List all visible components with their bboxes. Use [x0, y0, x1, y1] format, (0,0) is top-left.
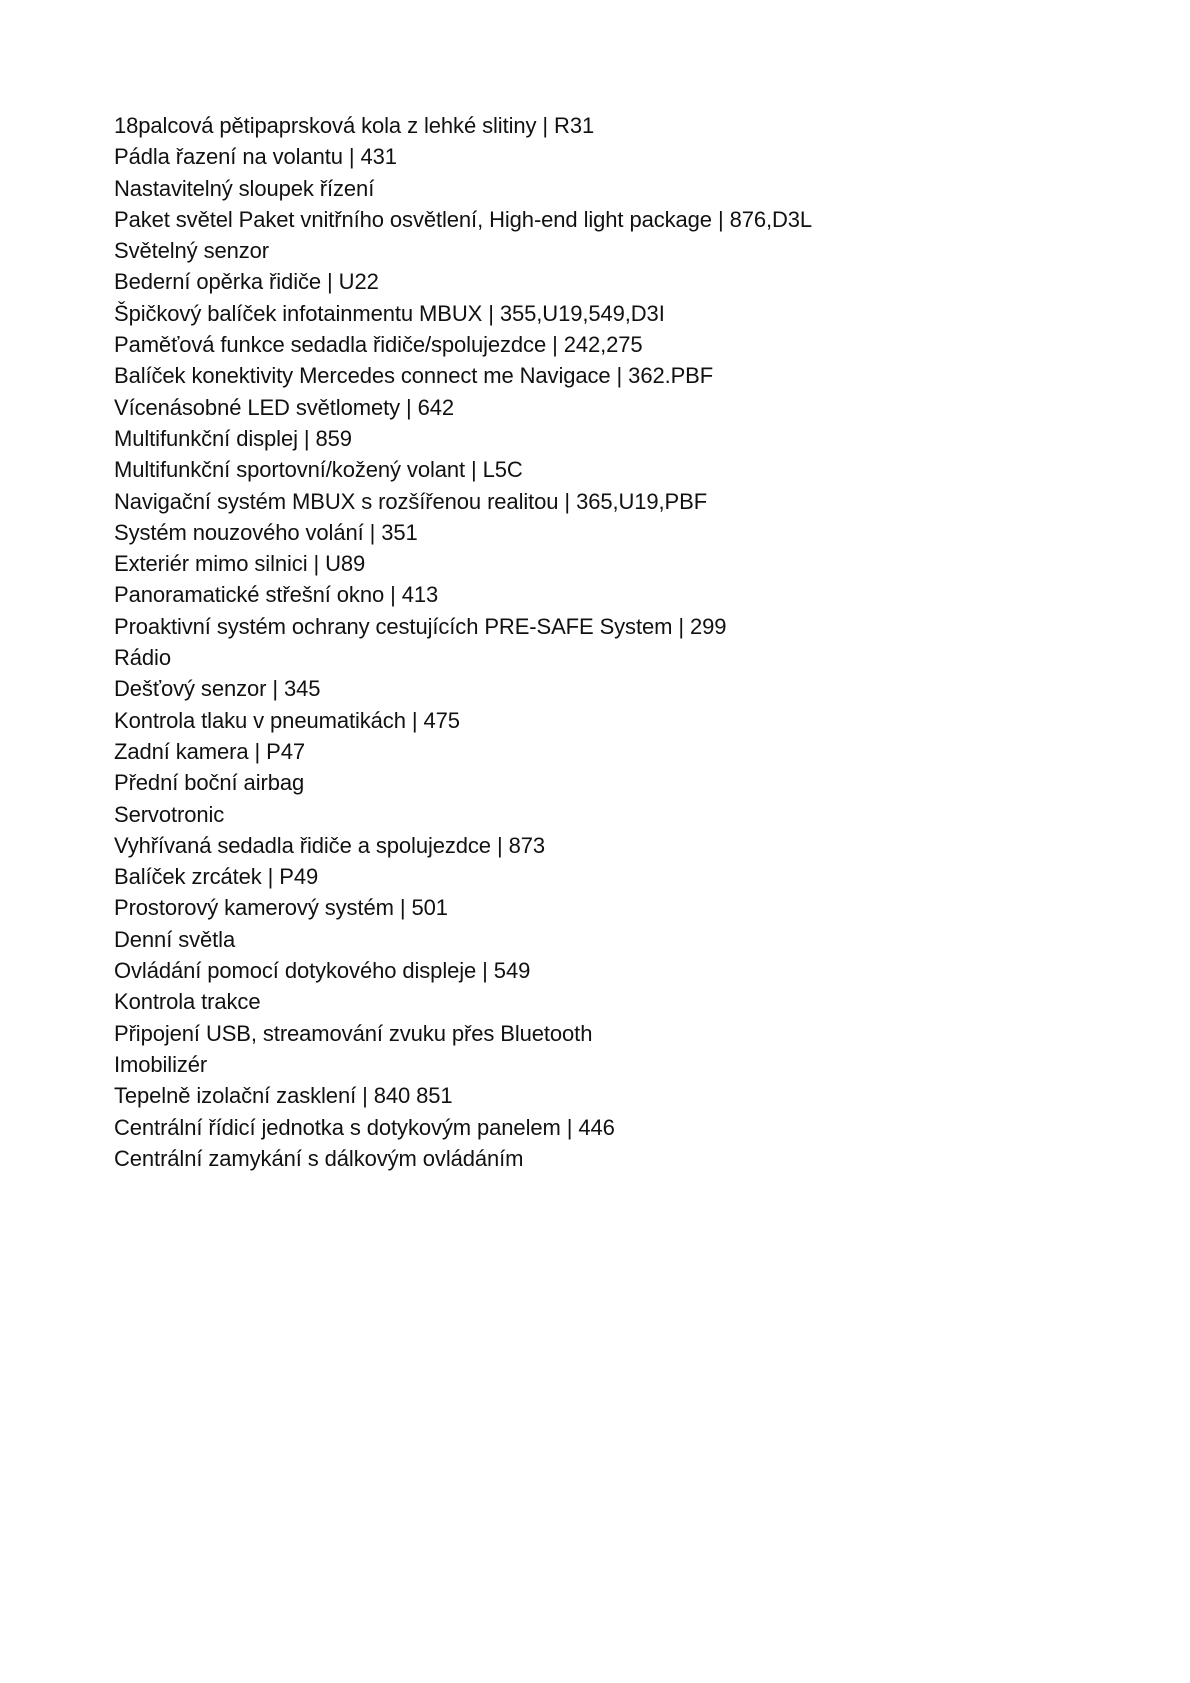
- equipment-item: Multifunkční sportovní/kožený volant | L5C: [114, 457, 523, 483]
- equipment-item: Servotronic: [114, 801, 225, 827]
- equipment-item: Světelný senzor: [114, 238, 270, 264]
- equipment-item: Centrální řídicí jednotka s dotykovým panelem | 446: [114, 1114, 615, 1140]
- equipment-item: Centrální zamykání s dálkovým ovládáním: [114, 1145, 524, 1171]
- equipment-item: Exteriér mimo silnici | U89: [114, 551, 366, 577]
- equipment-item: Bederní opěrka řidiče | U22: [114, 269, 379, 295]
- equipment-item: Rádio: [114, 645, 171, 671]
- equipment-item: Zadní kamera | P47: [114, 738, 306, 764]
- equipment-item: Navigační systém MBUX s rozšířenou realitou | 365,U19,PBF: [114, 488, 708, 514]
- equipment-item: Vícenásobné LED světlomety | 642: [114, 394, 455, 420]
- equipment-item: Špičkový balíček infotainmentu MBUX | 355,U19,549,D3I: [114, 300, 665, 326]
- equipment-item: Dešťový senzor | 345: [114, 676, 321, 702]
- equipment-item: Přední boční airbag: [114, 770, 305, 796]
- equipment-item: Prostorový kamerový systém | 501: [114, 895, 448, 921]
- equipment-item: Pádla řazení na volantu | 431: [114, 144, 397, 170]
- equipment-item: Balíček konektivity Mercedes connect me Navigace | 362.PBF: [114, 363, 714, 389]
- equipment-item: Multifunkční displej | 859: [114, 425, 352, 451]
- equipment-item: Systém nouzového volání | 351: [114, 519, 418, 545]
- equipment-item: Nastavitelný sloupek řízení: [114, 175, 375, 201]
- equipment-item: Balíček zrcátek | P49: [114, 864, 319, 890]
- equipment-item: Panoramatické střešní okno | 413: [114, 582, 439, 608]
- equipment-item: Kontrola tlaku v pneumatikách | 475: [114, 707, 460, 733]
- equipment-item: Proaktivní systém ochrany cestujících PRE-SAFE System | 299: [114, 613, 727, 639]
- equipment-item: Vyhřívaná sedadla řidiče a spolujezdce | 873: [114, 832, 545, 858]
- equipment-item: Ovládání pomocí dotykového displeje | 549: [114, 958, 531, 984]
- equipment-item: Kontrola trakce: [114, 989, 261, 1015]
- equipment-item: Paměťová funkce sedadla řidiče/spolujezdce | 242,275: [114, 332, 643, 358]
- equipment-item: 18palcová pětipaprsková kola z lehké slitiny | R31: [114, 113, 595, 138]
- equipment-item: Imobilizér: [114, 1051, 208, 1077]
- equipment-item: Denní světla: [114, 926, 236, 952]
- equipment-item: Tepelně izolační zasklení | 840 851: [114, 1083, 453, 1109]
- equipment-item: Paket světel Paket vnitřního osvětlení, High-end light package | 876,D3L: [114, 206, 813, 232]
- equipment-item: Připojení USB, streamování zvuku přes Bluetooth: [114, 1020, 593, 1046]
- equipment-list: [114, 110, 812, 1174]
